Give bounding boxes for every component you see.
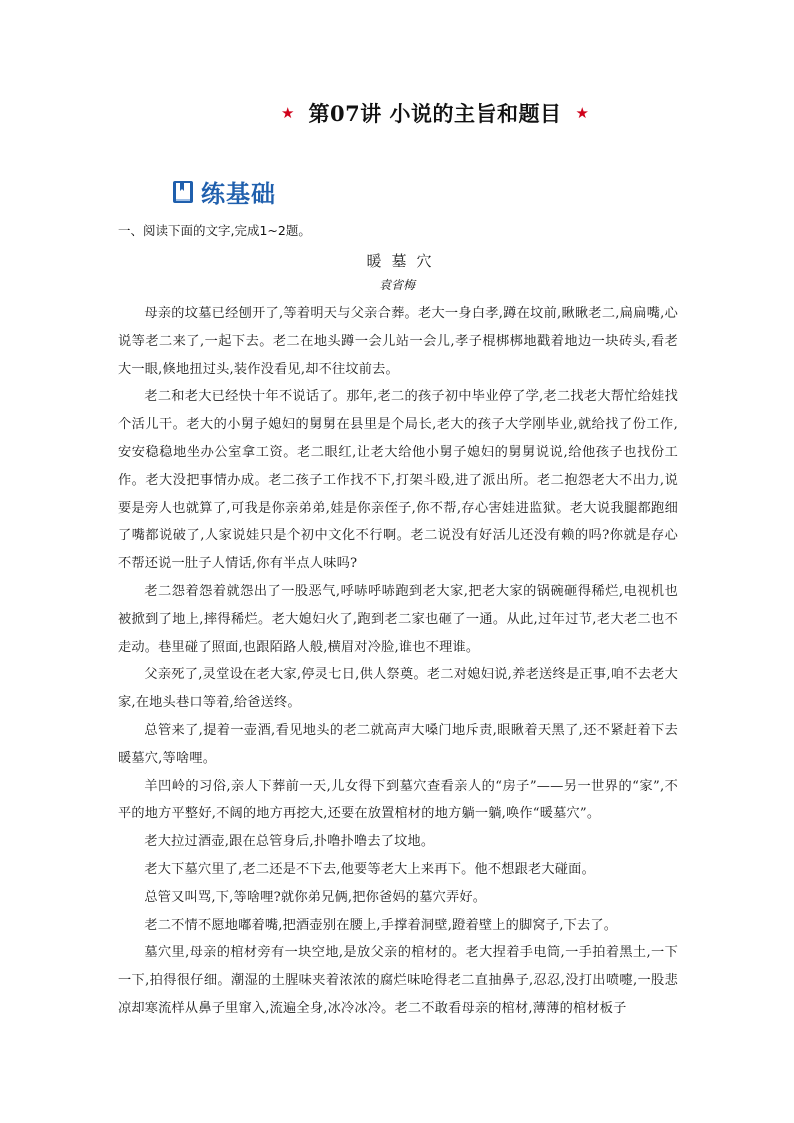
- paragraph: 母亲的坟墓已经刨开了,等着明天与父亲合葬。老大一身白孝,蹲在坟前,瞅瞅老二,扁扁嘴,心说等老二来了,一起下去。老二在地头蹲一会儿站一会儿,孝子棍梆梆地戳着地边一块砖头,看老大一眼,倏地扭过头,装作没看见,却不往坟前去。: [118, 306, 678, 377]
- right-star-icon: ★: [575, 103, 589, 122]
- story-title: 暖墓穴: [366, 252, 442, 270]
- paragraph: 羊凹岭的习俗,亲人下葬前一天,儿女得下到墓穴查看亲人的“房子”——另一世界的“家”,不平的地方平整好,不阔的地方再挖大,还要在放置棺材的地方躺一躺,唤作“暖墓穴”。: [118, 778, 678, 822]
- paragraph: 老大下墓穴里了,老二还是不下去,他要等老大上来再下。他不想跟老大碰面。: [144, 861, 595, 877]
- paragraph: 父亲死了,灵堂设在老大家,停灵七日,供人祭奠。老二对媳妇说,养老送终是正事,咱不去老大家,在地头巷口等着,给爸送终。: [118, 667, 678, 711]
- left-star-icon: ★: [281, 103, 295, 122]
- paragraph: 墓穴里,母亲的棺材旁有一块空地,是放父亲的棺材的。老大捏着手电筒,一手拍着黑土,一下一下,拍得很仔细。潮湿的土腥味夹着浓浓的腐烂味呛得老二直抽鼻子,忍忍,没打出喷嚏,一股悲凉却寒流样从鼻子里窜入,流遍全身,冰冷冰冷。老二不敢看母亲的棺材,薄薄的棺材板子: [118, 945, 678, 1016]
- paragraph: 总管又叫骂,下,等啥哩?就你弟兄俩,把你爸妈的墓穴弄好。: [144, 889, 487, 905]
- lesson-title: 第07讲 小说的主旨和题目: [308, 101, 562, 126]
- paragraph: 老二和老大已经快十年不说话了。那年,老二的孩子初中毕业停了学,老二找老大帮忙给娃找个活儿干。老大的小舅子媳妇的舅舅在县里是个局长,老大的孩子大学刚毕业,就给找了份工作,安安稳稳地坐办公室拿工资。老二眼红,让老大给他小舅子媳妇的舅舅说说,给他孩子也找份工作。老大没把事情办成。老二孩子工作找不下,打架斗殴,进了派出所。老二抱怨老大不出力,说要是旁人也就算了,可我是你亲弟弟,娃是你亲侄子,你不帮,存心害娃进监狱。老大说我腿都跑细了嘴都说破了,人家说娃只是个初中文化不行啊。老二说没有好活儿还没有赖的吗?你就是存心不帮还说一肚子人情话,你有半点人味吗?: [118, 389, 678, 572]
- paragraph: 老大拉过酒壶,跟在总管身后,扑噜扑噜去了坟地。: [144, 834, 435, 850]
- book-icon: [172, 180, 194, 204]
- story-body: [118, 300, 678, 1023]
- paragraph: 老二不情不愿地嘟着嘴,把酒壶别在腰上,手撑着洞壁,蹬着壁上的脚窝子,下去了。: [144, 917, 618, 933]
- story-author: 袁省梅: [378, 278, 415, 292]
- question-instruction: 一、阅读下面的文字,完成1~2题。: [118, 223, 311, 238]
- paragraph: 总管来了,提着一壶酒,看见地头的老二就高声大嗓门地斥责,眼瞅着天黑了,还不紧赶着下去暖墓穴,等啥哩。: [118, 722, 678, 766]
- title-inner: [281, 98, 589, 128]
- section-label: 练基础: [201, 180, 276, 208]
- paragraph: 老二怨着怨着就怨出了一股恶气,呼哧呼哧跑到老大家,把老大家的锅碗砸得稀烂,电视机也被掀到了地上,摔得稀烂。老大媳妇火了,跑到老二家也砸了一通。从此,过年过节,老大老二也不走动。巷里碰了照面,也跟陌路人般,横眉对冷脸,谁也不理谁。: [118, 583, 678, 655]
- title-row: [0, 98, 794, 128]
- section-heading: [172, 174, 276, 209]
